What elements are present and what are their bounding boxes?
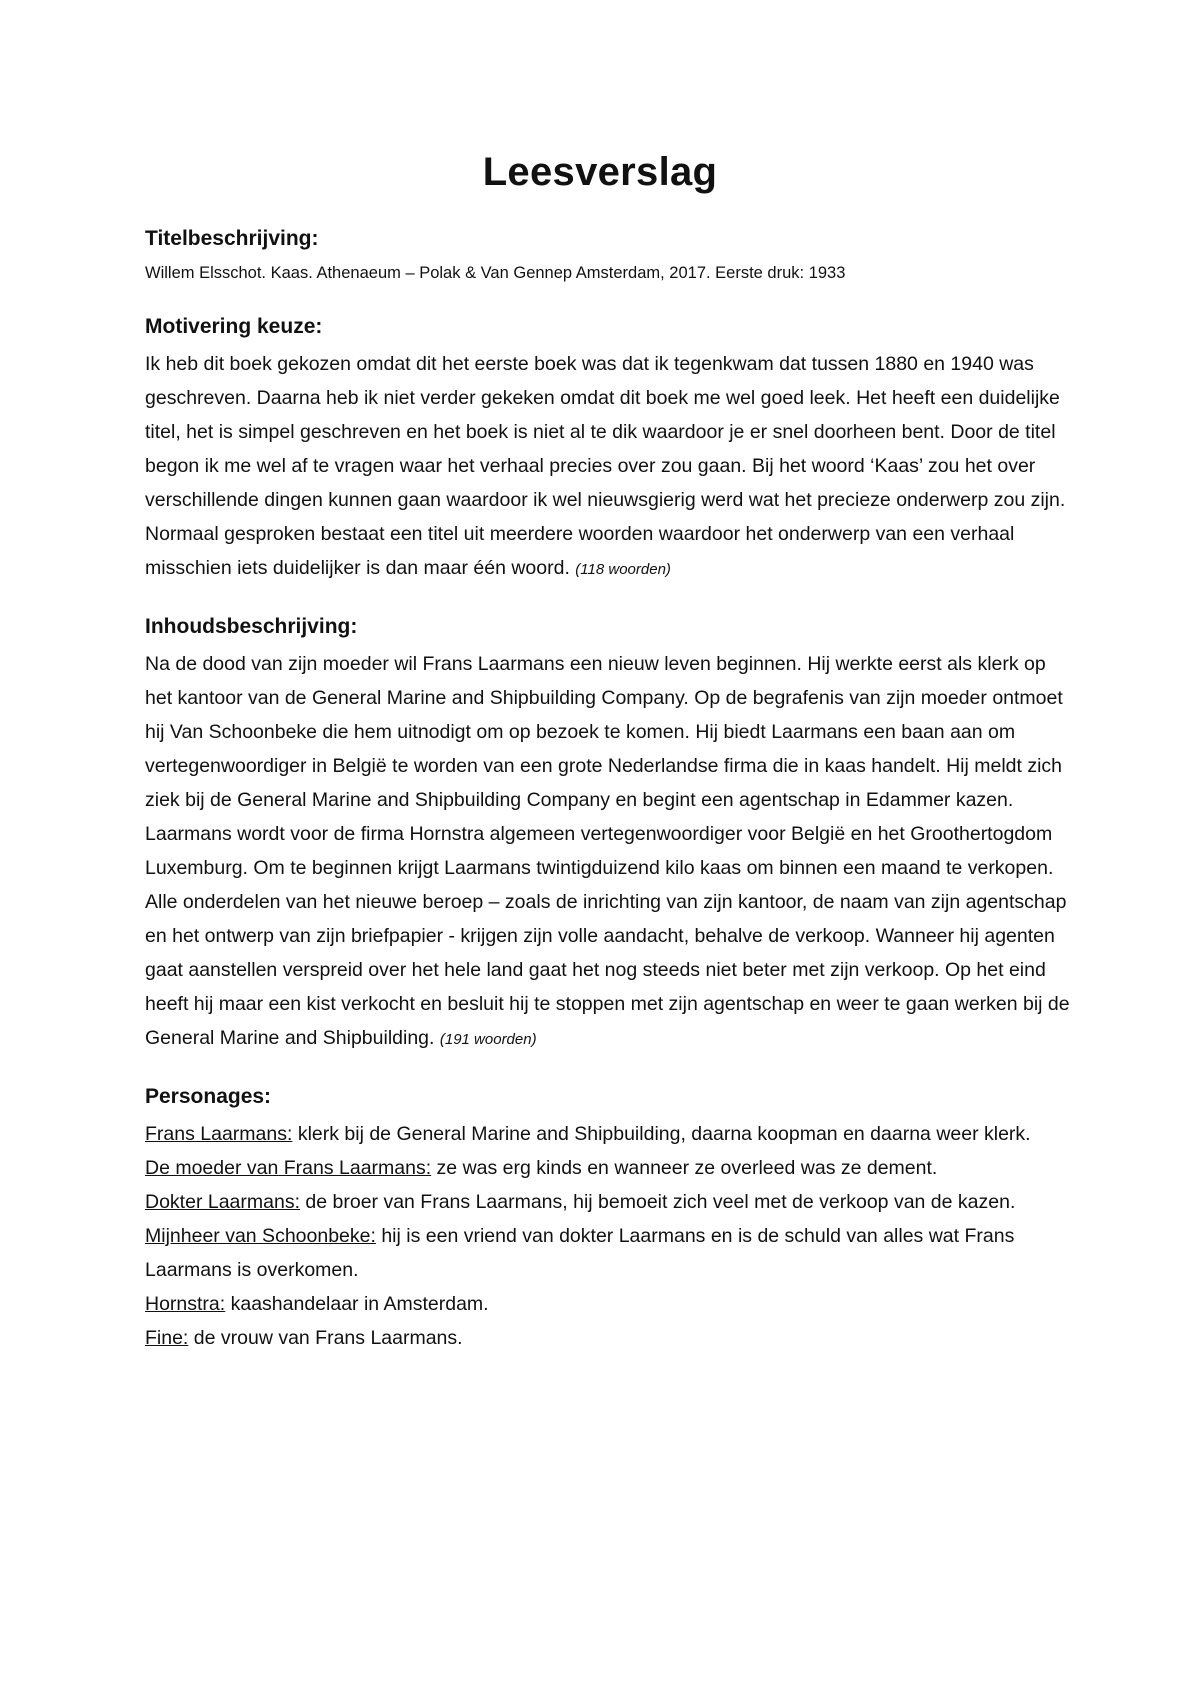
inhoud-wordcount: (191 woorden) (439, 1031, 537, 1048)
character-name: Dokter Laarmans: (145, 1191, 300, 1213)
character-description: de vrouw van Frans Laarmans. (188, 1327, 463, 1349)
character-name: Fine: (145, 1327, 189, 1349)
character-name: De moeder van Frans Laarmans: (145, 1157, 432, 1179)
character-entry (145, 1321, 1075, 1355)
personages-heading: Personages: (145, 1085, 272, 1108)
motivering-paragraph (145, 347, 1075, 587)
character-description: kaashandelaar in Amsterdam. (225, 1293, 489, 1315)
titelbeschrijving-text: Willem Elsschot. Kaas. Athenaeum – Polak & Van Gennep Amsterdam, 2017. Eerste druk: 1933 (145, 264, 846, 282)
inhoud-text: Na de dood van zijn moeder wil Frans Laarmans een nieuw leven beginnen. Hij werkte eerst als klerk op het kantoor van de General Marine and Shipbuilding Company. Op de begrafenis van zijn moeder ontmoet hij Van Schoonbeke die hem uitnodigt om op bezoek te komen. Hij biedt Laarmans een baan aan om vertegenwoordiger in België te worden van een grote Nederlandse firma die in kaas handelt. Hij meldt zich ziek bij de General Marine and Shipbuilding Company en begint een agentschap in Edammer kazen. Laarmans wordt voor de firma Hornstra algemeen vertegenwoordiger voor België en het Groothertogdom Luxemburg. Om te beginnen krijgt Laarmans twintigduizend kilo kaas om binnen een maand te verkopen. Alle onderdelen van het nieuwe beroep – zoals de inrichting van zijn kantoor, de naam van zijn agentschap en het ontwerp van zijn briefpapier - krijgen zijn volle aandacht, behalve de verkoop. Wanneer hij agenten gaat aanstellen verspreid over het hele land gaat het nog steeds niet beter met zijn verkoop. Op het eind heeft hij maar een kist verkocht en besluit hij te stoppen met zijn agentschap en weer te gaan werken bij de General Marine and Shipbuilding. (145, 653, 1070, 1049)
document-content (145, 150, 1075, 1381)
character-entry (145, 1219, 1075, 1287)
character-description: klerk bij de General Marine and Shipbuilding, daarna koopman en daarna weer klerk. (292, 1123, 1031, 1145)
character-entry (145, 1287, 1075, 1321)
section-inhoud (145, 613, 1075, 1057)
document-title: Leesverslag (482, 150, 718, 194)
inhoud-heading: Inhoudsbeschrijving: (145, 615, 358, 638)
motivering-heading: Motivering keuze: (145, 315, 323, 338)
titelbeschrijving-heading: Titelbeschrijving: (145, 227, 319, 250)
motivering-wordcount: (118 woorden) (575, 561, 671, 578)
character-name: Mijnheer van Schoonbeke: (145, 1225, 376, 1247)
character-entry (145, 1185, 1075, 1219)
section-titelbeschrijving (145, 225, 1075, 287)
character-entry (145, 1151, 1075, 1185)
character-description: ze was erg kinds en wanneer ze overleed was ze dement. (431, 1157, 938, 1179)
character-entry (145, 1117, 1075, 1151)
inhoud-paragraph (145, 647, 1075, 1057)
character-description: hij is een vriend van dokter Laarmans en is de schuld van alles wat Frans Laarmans is overkomen. (145, 1225, 1015, 1281)
motivering-text: Ik heb dit boek gekozen omdat dit het eerste boek was dat ik tegenkwam dat tussen 1880 en 1940 was geschreven. Daarna heb ik niet verder gekeken omdat dit boek me wel goed leek. Het heeft een duidelijke titel, het is simpel geschreven en het boek is niet al te dik waardoor je er snel doorheen bent. Door de titel begon ik me wel af te vragen waar het verhaal precies over zou gaan. Bij het woord ‘Kaas’ zou het over verschillende dingen kunnen gaan waardoor ik wel nieuwsgierig werd wat het precieze onderwerp zou zijn. Normaal gesproken bestaat een titel uit meerdere woorden waardoor het onderwerp van een verhaal misschien iets duidelijker is dan maar één woord. (145, 353, 1066, 579)
section-motivering (145, 313, 1075, 587)
character-name: Hornstra: (145, 1293, 226, 1315)
character-name: Frans Laarmans: (145, 1123, 293, 1145)
section-personages (145, 1083, 1075, 1355)
character-description: de broer van Frans Laarmans, hij bemoeit zich veel met de verkoop van de kazen. (299, 1191, 1016, 1213)
